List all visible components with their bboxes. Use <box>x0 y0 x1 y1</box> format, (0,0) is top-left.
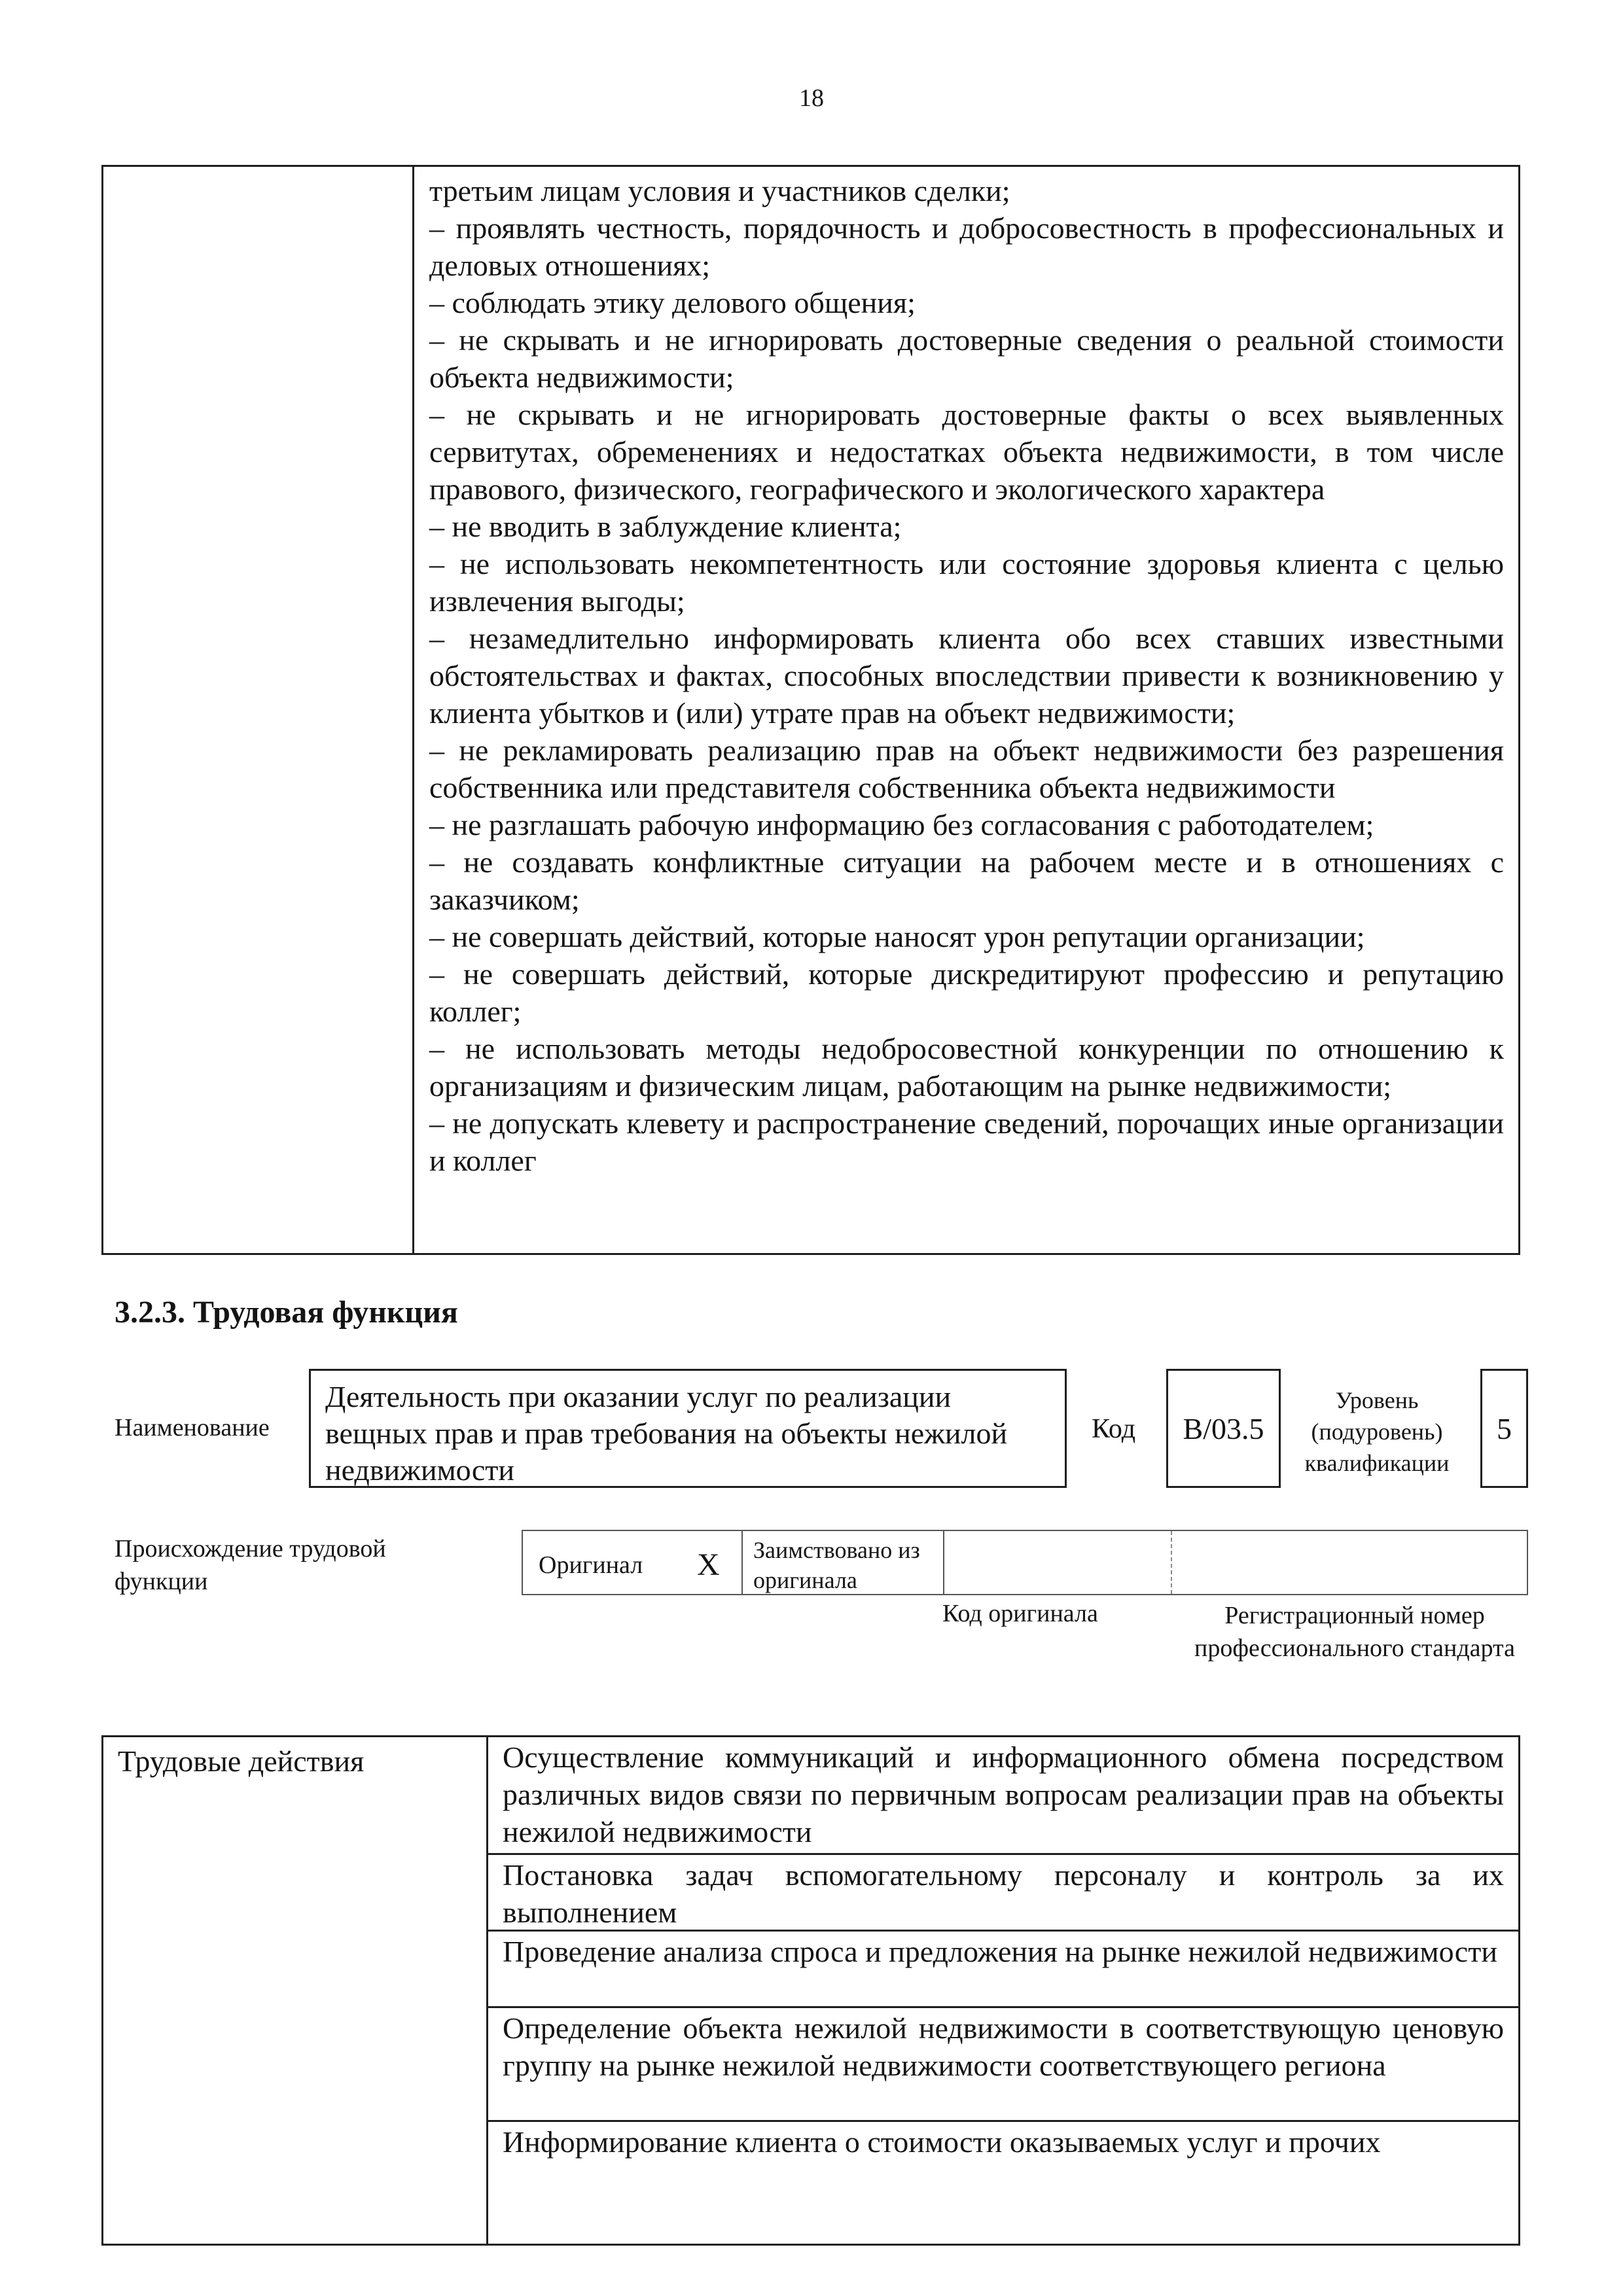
code-label: Код <box>1092 1414 1136 1444</box>
original-cell <box>523 1531 743 1594</box>
labor-actions-table <box>101 1735 1520 2246</box>
labor-actions-label: Трудовые действия <box>118 1744 365 1778</box>
code-value-box: В/03.5 <box>1166 1369 1281 1488</box>
list-item: – не использовать некомпетентность или состояние здоровья клиента с целью извлечения выгоды; <box>429 547 1504 618</box>
level-value-box: 5 <box>1480 1369 1528 1488</box>
list-item: – не рекламировать реализацию прав на объект недвижимости без разрешения собственника или представителя собственника объекта недвижимости <box>429 733 1504 804</box>
section-heading: 3.2.3. Трудовая функция <box>115 1295 458 1330</box>
origin-label: Происхождение трудовой функции <box>115 1535 386 1595</box>
labor-actions-rows <box>488 1737 1518 2161</box>
requirements-table <box>101 165 1520 1255</box>
table-column-divider <box>412 167 414 1253</box>
original-label: Оригинал <box>539 1551 643 1579</box>
list-item: – проявлять честность, порядочность и добросовестность в профессиональных и деловых отношениях; <box>429 211 1504 282</box>
list-item: – незамедлительно информировать клиента обо всех ставших известными обстоятельствах и фактах, способных впоследствии привести к возникновению у клиента убытков и (или) утрате прав на объект недвижимости; <box>429 622 1504 730</box>
borrowed-cell <box>743 1531 944 1594</box>
name-label: Наименование <box>115 1414 270 1441</box>
list-item: – не создавать конфликтные ситуации на рабочем месте и в отношениях с заказчиком; <box>429 845 1504 916</box>
origin-table <box>522 1530 1528 1595</box>
table-row: Проведение анализа спроса и предложения на рынке нежилой недвижимости <box>488 1932 1518 2008</box>
original-mark: X <box>697 1547 720 1582</box>
list-item: – не использовать методы недобросовестной конкуренции по отношению к организациям и физическим лицам, работающим на рынке недвижимости; <box>429 1032 1504 1103</box>
list-item: – не вводить в заблуждение клиента; <box>429 510 902 543</box>
function-name-box: Деятельность при оказании услуг по реализации вещных прав и прав требования на объекты нежилой недвижимости <box>309 1369 1067 1488</box>
list-item: – не скрывать и не игнорировать достоверные сведения о реальной стоимости объекта недвижимости; <box>429 323 1504 394</box>
list-item: – не разглашать рабочую информацию без согласования с работодателем; <box>429 808 1374 841</box>
list-item: – не скрывать и не игнорировать достоверные факты о всех выявленных сервитутах, обременениях и недостатках объекта недвижимости, в том числе правового, физического, географического и экологического характера <box>429 398 1504 506</box>
table-row: Постановка задач вспомогательному персоналу и контроль за их выполнением <box>488 1855 1518 1932</box>
list-item: – не совершать действий, которые дискредитируют профессию и репутацию коллег; <box>429 957 1504 1028</box>
level-label: Уровень (подуровень) квалификации <box>1304 1387 1450 1476</box>
requirements-list <box>429 172 1504 1179</box>
original-code-caption: Код оригинала <box>942 1600 1098 1627</box>
list-item: – соблюдать этику делового общения; <box>429 286 916 319</box>
list-item: третьим лицам условия и участников сделки; <box>429 174 1010 207</box>
list-item: – не совершать действий, которые наносят урон репутации организации; <box>429 920 1365 953</box>
table-row: Осуществление коммуникаций и информационного обмена посредством различных видов связи по первичным вопросам реализации прав на объекты нежилой недвижимости <box>488 1737 1518 1855</box>
borrowed-label: Заимствовано из оригинала <box>753 1537 920 1593</box>
original-code-cell <box>943 1531 1172 1594</box>
list-item: – не допускать клевету и распространение сведений, порочащих иные организации и коллег <box>429 1106 1504 1177</box>
table-row: Информирование клиента о стоимости оказываемых услуг и прочих <box>503 2125 1381 2159</box>
page-number: 18 <box>799 84 824 112</box>
table-row: Определение объекта нежилой недвижимости в соответствующую ценовую группу на рынке нежилой недвижимости соответствующего региона <box>488 2008 1518 2122</box>
registration-number-caption: Регистрационный номер профессионального стандарта <box>1194 1602 1515 1662</box>
